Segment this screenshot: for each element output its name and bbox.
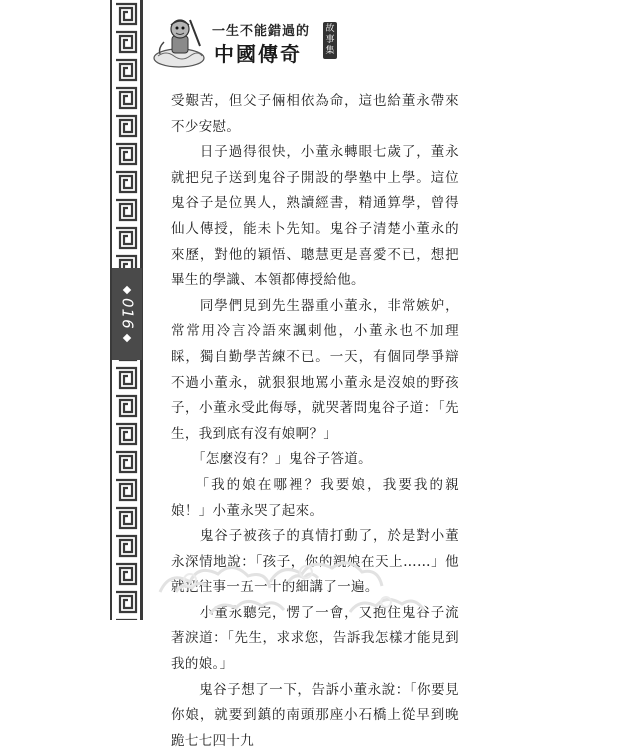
body-text (171, 89, 459, 754)
badge-char: 事 (325, 35, 335, 45)
page-number: 016 (118, 298, 137, 330)
diamond-icon (123, 286, 131, 294)
paragraph: 小董永聽完，愣了一會，又抱住鬼谷子流著淚道：「先生，求求您，告訴我怎樣才能見到我的娘。」 (171, 604, 459, 673)
badge-char: 集 (325, 46, 335, 56)
paragraph: 「我的娘在哪裡？我要娘，我要我的親娘！」小董永哭了起來。 (171, 476, 459, 519)
monkey-mascot-icon (150, 12, 208, 70)
diamond-icon (123, 334, 131, 342)
page-number-tab (112, 268, 142, 360)
book-header (150, 12, 450, 72)
paragraph: 「怎麼沒有？」鬼谷子答道。 (171, 451, 372, 468)
paragraph: 鬼谷子想了一下，告訴小董永說：「你要見你娘，就要到鎮的南頭那座小石橋上從早到晚跪七七四十九 (171, 681, 459, 749)
badge-char: 故 (325, 24, 335, 34)
collection-badge (323, 22, 337, 59)
book-title: 中國傳奇 (214, 42, 302, 66)
paragraph: 鬼谷子被孩子的真情打動了，於是對小董永深情地說：「孩子，你的親娘在天上……」他就把往事一五一十的細講了一遍。 (171, 528, 459, 596)
paragraph: 日子過得很快，小董永轉眼七歲了，董永就把兒子送到鬼谷子開設的學塾中上學。這位鬼谷子是位異人，熟讀經書，精通算學，曾得仙人傳授，能未卜先知。鬼谷子清楚小董永的來歷，對他的穎悟、聰慧更是喜愛不已，想把畢生的學識、本領都傳授給他。 (171, 144, 459, 289)
paragraph: 同學們見到先生器重小董永，非常嫉妒，常常用冷言冷語來諷刺他，小董永也不加理睬，獨自勤學苦練不已。一天，有個同學爭辯不過小董永，就狠狠地罵小董永是沒娘的野孩子，小董永受此侮辱，就哭著問鬼谷子道：「先生，我到底有沒有娘啊？」 (171, 297, 459, 442)
paragraph: 受艱苦，但父子倆相依為命，這也給董永帶來不少安慰。 (171, 93, 459, 135)
cloud-decoration-icon (150, 522, 450, 620)
series-line: 一生不能錯過的 (212, 24, 311, 39)
